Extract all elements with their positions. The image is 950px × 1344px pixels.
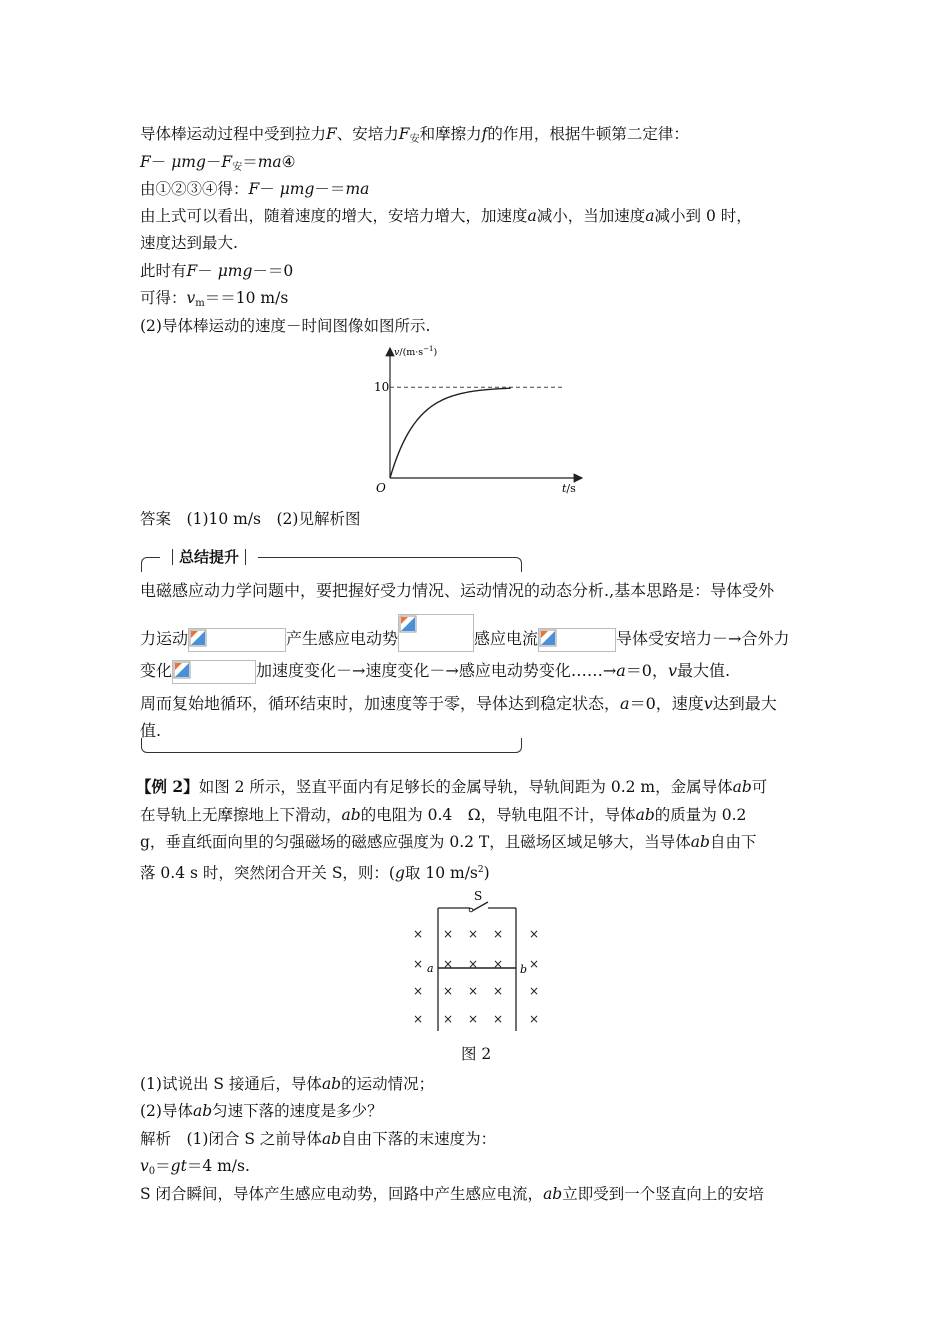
equation-combined: 由①②③④得：F－ μmg－＝ma bbox=[140, 180, 370, 198]
y-tick-label: 10 bbox=[374, 380, 390, 395]
example2-line-2: 在导轨上无摩擦地上下滑动，ab的电阻为 0.4 Ω，导轨电阻不计，导体ab的质量为 0.2 bbox=[140, 806, 747, 824]
field-cross-icon: × bbox=[529, 1012, 540, 1026]
velocity-time-chart bbox=[360, 340, 600, 500]
answer-line: 答案 (1)10 m/s (2)见解析图 bbox=[140, 510, 361, 528]
figure2-caption: 图 2 bbox=[461, 1045, 492, 1063]
figure2-circuit-diagram bbox=[400, 886, 560, 1036]
equation-vmax: 可得：$v_m==10$ m/s bbox=[140, 289, 289, 309]
equation-steady: 此时有F－ μmg－＝0 bbox=[140, 262, 294, 280]
origin-label: O bbox=[376, 481, 386, 495]
field-cross-icon: × bbox=[493, 957, 504, 971]
field-cross-icon: × bbox=[468, 1012, 479, 1026]
summary-line-2: 力运动 产生感应电动势 感应电流 导体受安培力－→合外力 bbox=[140, 614, 789, 654]
example2-line-1: 【例 2】如图 2 所示，竖直平面内有足够长的金属导轨，导轨间距为 0.2 m，金属导体ab可 bbox=[136, 777, 768, 796]
field-cross-icon: × bbox=[443, 984, 454, 998]
field-cross-icon: × bbox=[468, 957, 479, 971]
summary-box-bottom bbox=[141, 738, 522, 753]
field-cross-icon: × bbox=[413, 984, 424, 998]
summary-line-3: 变化 加速度变化－→速度变化－→感应电动势变化……→a＝0，v最大值. bbox=[140, 657, 730, 685]
equation-4: $F- \mu mg-F_安=ma④$ bbox=[140, 153, 296, 173]
field-cross-icon: × bbox=[493, 927, 504, 941]
field-cross-icon: × bbox=[493, 1012, 504, 1026]
text-forces-line: 导体棒运动过程中受到拉力F、安培力$F_安$和摩擦力f的作用，根据牛顿第二定律： bbox=[140, 125, 689, 145]
field-cross-icon: × bbox=[443, 927, 454, 941]
field-cross-icon: × bbox=[529, 927, 540, 941]
field-cross-icon: × bbox=[529, 957, 540, 971]
field-cross-icon: × bbox=[468, 984, 479, 998]
summary-title: 总结提升 bbox=[160, 545, 258, 569]
field-cross-icon: × bbox=[529, 984, 540, 998]
example2-line-4: 落 0.4 s 时，突然闭合开关 S，则：(g取 10 $m/s^2$) bbox=[140, 864, 490, 882]
field-cross-icon: × bbox=[413, 1012, 424, 1026]
summary-line-5: 值. bbox=[140, 721, 162, 740]
question-1: (1)试说出 S 接通后，导体ab的运动情况； bbox=[140, 1075, 435, 1093]
switch-label: S bbox=[474, 889, 483, 903]
text-analysis-1: 由上式可以看出，随着速度的增大，安培力增大，加速度a减小，当加速度a减小到 0 时， bbox=[140, 207, 752, 225]
broken-image-icon bbox=[172, 660, 256, 684]
question-2: (2)导体ab匀速下落的速度是多少？ bbox=[140, 1102, 383, 1120]
broken-image-icon bbox=[538, 628, 616, 652]
summary-line-4: 周而复始地循环，循环结束时，加速度等于零，导体达到稳定状态，a＝0，速度v达到最大 bbox=[140, 694, 777, 713]
field-cross-icon: × bbox=[468, 927, 479, 941]
x-axis-label: t/s bbox=[562, 482, 576, 495]
point-a-label: a bbox=[427, 962, 434, 975]
solution-line-3: S 闭合瞬间，导体产生感应电动势，回路中产生感应电流，ab立即受到一个竖直向上的安培 bbox=[140, 1185, 764, 1203]
y-axis-label: $v/(m\cdot s^{-1})$ bbox=[394, 345, 438, 358]
point-b-label: b bbox=[520, 963, 528, 976]
field-cross-icon: × bbox=[443, 1012, 454, 1026]
field-cross-icon: × bbox=[443, 957, 454, 971]
velocity-curve bbox=[390, 387, 510, 478]
field-cross-icon: × bbox=[493, 984, 504, 998]
example2-line-3: g，垂直纸面向里的匀强磁场的磁感应强度为 0.2 T，且磁场区域足够大，当导体ab自由下 bbox=[140, 833, 757, 851]
text-part2: (2)导体棒运动的速度－时间图像如图所示. bbox=[140, 317, 431, 335]
broken-image-icon bbox=[188, 628, 286, 652]
solution-line-1: 解析 (1)闭合 S 之前导体ab自由下落的末速度为： bbox=[140, 1130, 497, 1148]
summary-line-1: 电磁感应动力学问题中，要把握好受力情况、运动情况的动态分析.,基本思路是：导体受外 bbox=[140, 581, 775, 600]
text-analysis-2: 速度达到最大. bbox=[140, 234, 238, 252]
solution-equation-v0: $v_0=gt=4$ m/s. bbox=[140, 1157, 250, 1177]
field-cross-icon: × bbox=[413, 927, 424, 941]
broken-image-icon bbox=[398, 614, 474, 652]
field-cross-icon: × bbox=[413, 957, 424, 971]
